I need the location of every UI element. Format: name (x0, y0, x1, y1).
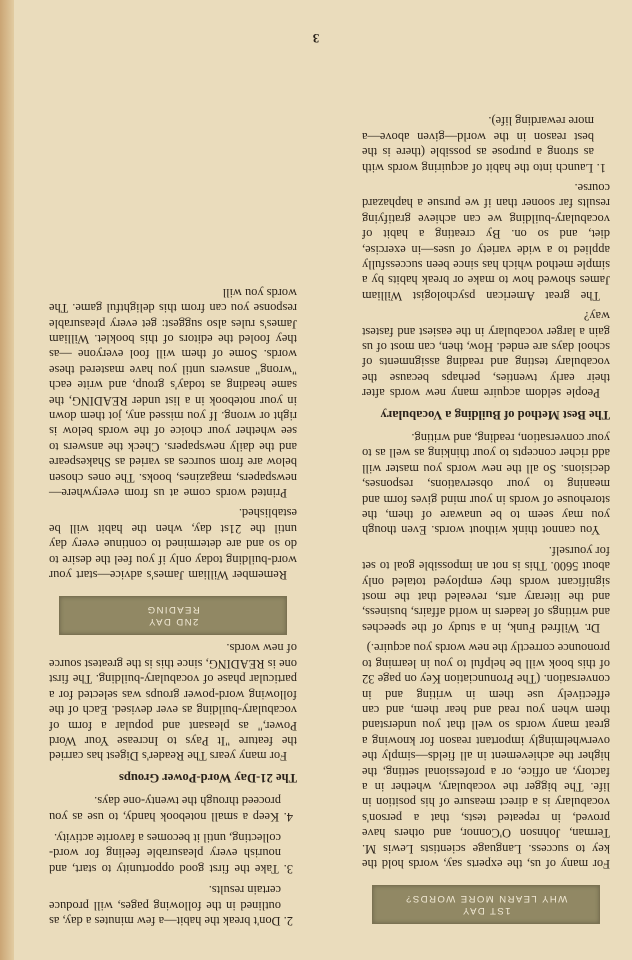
left-column (362, 107, 610, 928)
paragraph: The great American psychologist William James showed how to make or break habits by a simple method which has since been successfully applied to a wide variety of uses—in exercise, diet, and so on. By creating a habit of vocabulary-building we can achieve gratifying results far sooner than if we pursue a haphazard course. (362, 180, 610, 303)
right-column (49, 279, 297, 928)
banner-day-label: 2ND DAY (147, 616, 199, 628)
paragraph: You cannot think without words. Even though you may seem to be unaware of them, the storehouse of words in your mind gives form and meaning to your observations, responses, decisions. So all the new words you master will add richer concepts to your thinking as well as to your conversation, reading, and writing. (362, 431, 610, 538)
paragraph: People seldom acquire many new words after their early twenties, perhaps because the vocabulary testing and reading assignments of school days are ended. How, then, can most of us gain a larger vocabulary in the easiest and fastest way? (362, 309, 610, 401)
list-item: 1. Launch into the habit of acquiring words with as strong a purpose as possible (there is the best reason in the world—given above—a more rewarding life). (362, 114, 606, 175)
paragraph: Printed words come at us from everywhere—newspapers, magazines, books. The ones chosen below are from sources as varied as Shakespeare and the daily newspapers. Check the answers to see whether your choice of the words below is right or wrong. If you missed any, jot them down in your notebook in a list under READING, the same heading as today's group, and write each "wrong" answers until you have mastered these words. Some of them will fool everyone —as they fooled the editors of this booklet. William James's rules also suggest: get every pleasurable response you can from this delightful game. The words you will (49, 285, 297, 501)
section-heading: The 21-Day Word-Power Groups (118, 770, 297, 785)
day-2-banner (59, 596, 287, 635)
section-heading: The Best Method of Building a Vocabulary (380, 407, 610, 422)
list-item: 3. Take the first good opportunity to start, and nourish every pleasurable feeling for word-collecting, until it becomes a favorite activity. (49, 830, 293, 876)
list-item: 2. Don't break the habit—a few minutes a day, as outlined in the following pages, will produce certain results. (49, 883, 293, 928)
banner-title: READING (146, 604, 200, 616)
day-1-banner (372, 885, 600, 924)
paragraph: For many years The Reader's Digest has carried the feature "It Pays to Increase Your Word Power," as pleasant and popular a form of vocabulary-building as ever devised. Each of the following word-power groups was selected for a particular phase of vocabulary-building. The first one is READING, since this is the greatest source of new words. (49, 641, 297, 764)
paragraph: For many of us, the experts say, words hold the key to success. Language scientists Lewis M. Terman, Johnson O'Connor, and others have proved, in repeated tests, that a person's vocabulary is a direct measure of his position in life. The bigger the vocabulary, whether in a factory, an office, or a professional setting, the higher the achievement in all fields—simply the overwhelmingly important reason for knowing a great many words so well that you understand them when you read and hear them, and can effectively use them in writing and in conversation. (The Pronunciation Key on page 32 of this book will be helpful to you in learning to pronounce correctly the new words you acquire.) (362, 641, 610, 871)
page-number: 3 (312, 31, 320, 46)
paragraph: Remember William James's advice—start your word-building today only if you feel the desire to do so and are determined to continue every day until the 21st day, when the habit will be established. (49, 506, 297, 583)
paragraph: Dr. Wilfred Funk, in a study of the speeches and writings of leaders in world affairs, business, and the literary arts, revealed that the most significant words they employed totaled only about 5600. This is not an impossible goal to set for yourself. (362, 543, 610, 635)
list-item: 4. Keep a small notebook handy, to use as you proceed through the twenty-one days. (49, 794, 293, 824)
banner-title: WHY LEARN MORE WORDS? (404, 893, 568, 904)
banner-day-label: 1ST DAY (461, 905, 511, 916)
